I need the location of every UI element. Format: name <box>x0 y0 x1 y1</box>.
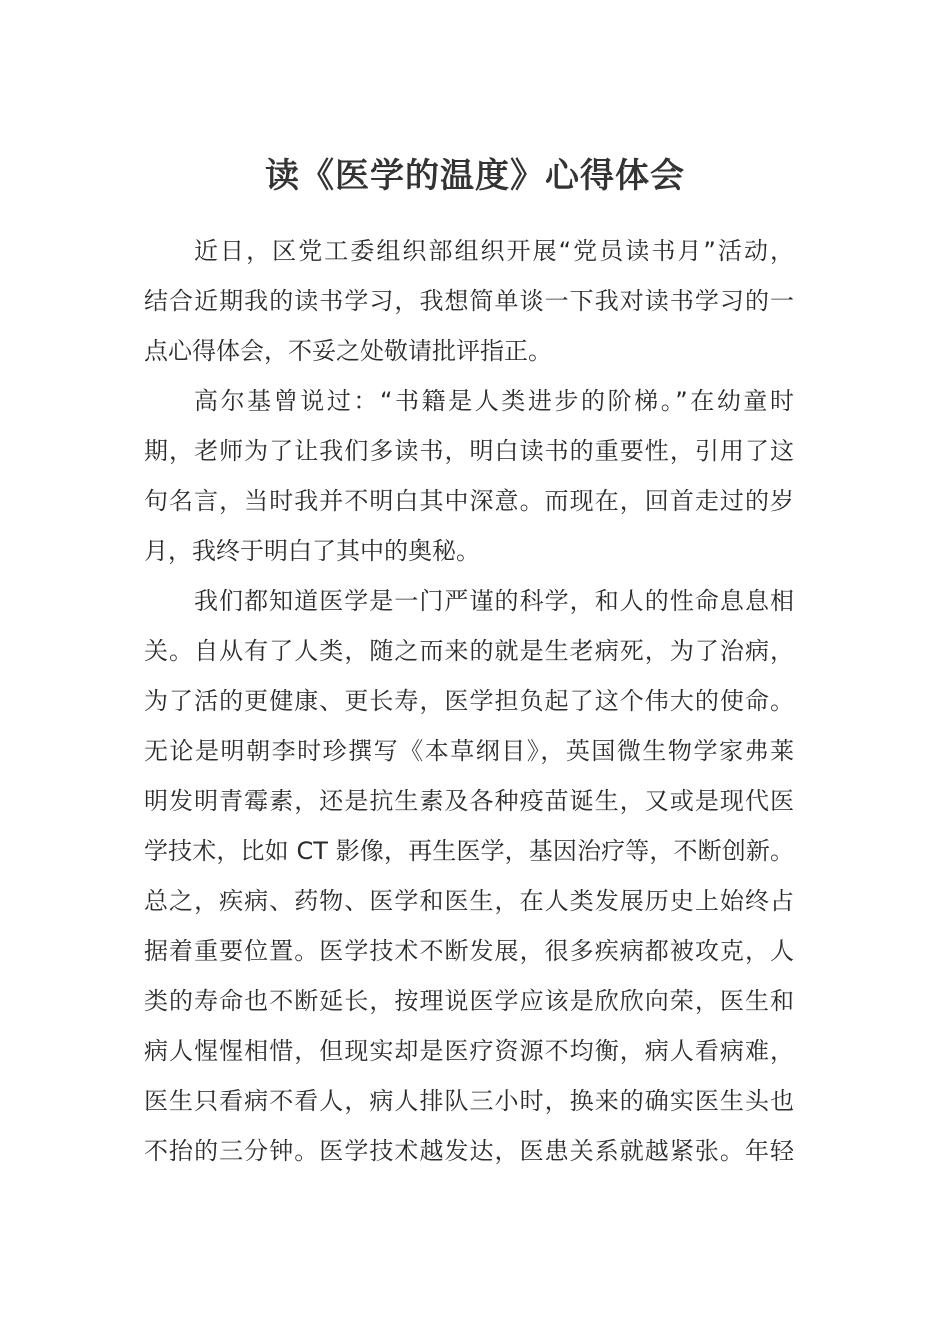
paragraph-1-line-2: 结合近期我的读书学习，我想简单谈一下我对读书学习的一 <box>144 287 794 315</box>
paragraph-2-line-2: 期，老师为了让我们多读书，明白读书的重要性，引用了这 <box>144 437 794 465</box>
paragraph-3-line-9: 类的寿命也不断延长，按理说医学应该是欣欣向荣，医生和 <box>144 987 794 1015</box>
paragraph-3-line-3: 为了活的更健康、更长寿，医学担负起了这个伟大的使命。 <box>144 687 794 715</box>
paragraph-3-line-11: 医生只看病不看人，病人排队三小时，换来的确实医生头也 <box>144 1087 794 1115</box>
paragraph-3-line-6: 学技术，比如 CT 影像，再生医学，基因治疗等，不断创新。 <box>144 837 794 865</box>
paragraph-3-line-7: 总之，疾病、药物、医学和医生，在人类发展历史上始终占 <box>144 887 794 915</box>
paragraph-2-line-1: 高尔基曾说过：“书籍是人类进步的阶梯。”在幼童时 <box>194 387 794 415</box>
paragraph-1-line-3: 点心得体会，不妥之处敬请批评指正。 <box>144 337 552 365</box>
paragraph-2-line-4: 月，我终于明白了其中的奥秘。 <box>144 537 480 565</box>
paragraph-3-line-1: 我们都知道医学是一门严谨的科学，和人的性命息息相 <box>194 587 794 615</box>
paragraph-2-line-3: 句名言，当时我并不明白其中深意。而现在，回首走过的岁 <box>144 487 794 515</box>
paragraph-3-line-2: 关。自从有了人类，随之而来的就是生老病死，为了治病， <box>144 637 794 665</box>
paragraph-3-line-4: 无论是明朝李时珍撰写《本草纲目》，英国微生物学家弗莱 <box>144 737 794 765</box>
document-body <box>144 226 794 1176</box>
paragraph-3-line-10: 病人惺惺相惜，但现实却是医疗资源不均衡，病人看病难， <box>144 1037 794 1065</box>
paragraph-3-line-12: 不抬的三分钟。医学技术越发达，医患关系就越紧张。年轻 <box>144 1137 794 1165</box>
paragraph-3-line-5: 明发明青霉素，还是抗生素及各种疫苗诞生，又或是现代医 <box>144 787 794 815</box>
document-title: 读《医学的温度》心得体会 <box>265 156 685 196</box>
paragraph-3-line-8: 据着重要位置。医学技术不断发展，很多疾病都被攻克，人 <box>144 937 794 965</box>
paragraph-1-line-1: 近日，区党工委组织部组织开展“党员读书月”活动， <box>194 237 794 265</box>
